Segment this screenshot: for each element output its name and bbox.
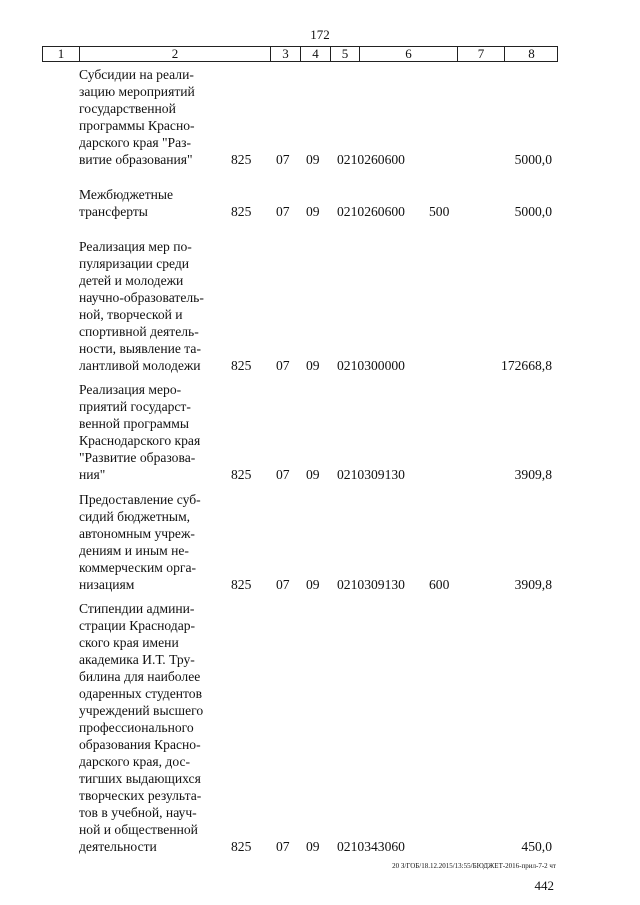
cell-csr: 0210309130 (337, 577, 405, 592)
header-col-3: 3 (271, 47, 301, 61)
cell-csr: 0210260600 (337, 204, 405, 219)
cell-rz: 07 (276, 577, 290, 592)
cell-csr: 0210309130 (337, 467, 405, 482)
cell-sum: 5000,0 (514, 152, 552, 167)
header-col-4: 4 (301, 47, 331, 61)
cell-pr: 09 (306, 577, 320, 592)
row-description: Субсидии на реали- зацию мероприятий государственной программы Красно- дарского края "Раз- витие образования" (79, 67, 195, 167)
header-col-8: 8 (528, 46, 535, 61)
cell-rz: 07 (276, 358, 290, 373)
header-col-2: 2 (80, 47, 271, 61)
cell-sum: 5000,0 (514, 204, 552, 219)
cell-pr: 09 (306, 152, 320, 167)
header-col-6: 6 (360, 47, 458, 61)
table-row (0, 600, 640, 855)
cell-ved: 825 (231, 358, 252, 373)
page-number: 172 (310, 27, 330, 42)
table-row (0, 238, 640, 374)
cell-sum: 450,0 (521, 839, 552, 854)
cell-sum: 3909,8 (514, 577, 552, 592)
row-description: Реализация меро- приятий государст- венной программы Краснодарского края "Развитие образова- ния" (79, 382, 201, 482)
cell-csr: 0210260600 (337, 152, 405, 167)
cell-pr: 09 (306, 204, 320, 219)
cell-csr: 0210300000 (337, 358, 405, 373)
cell-ved: 825 (231, 152, 252, 167)
cell-sum: 3909,8 (514, 467, 552, 482)
table-row (0, 381, 640, 483)
cell-sum: 172668,8 (501, 358, 552, 373)
cell-rz: 07 (276, 839, 290, 854)
cell-csr: 0210343060 (337, 839, 405, 854)
cell-ved: 825 (231, 839, 252, 854)
row-description: Стипендии админи- страции Краснодар- ского края имени академика И.Т. Тру- билина для наиболее одаренных студентов учреждений высшего профессионального образования Красно- дарского края, дос- тигших выдающихся творческих результа- тов в учебной, науч- ной и общественной деятельности (79, 601, 204, 854)
row-description: Предоставление суб- сидий бюджетным, автономным учреж- дениям и иным не- коммерческим орга- низациям (79, 492, 201, 592)
table-header (42, 46, 558, 62)
cell-ved: 825 (231, 467, 252, 482)
table-row (0, 66, 640, 168)
sheet-number: 442 (534, 878, 554, 893)
cell-rz: 07 (276, 204, 290, 219)
cell-ved: 825 (231, 577, 252, 592)
table-row (0, 491, 640, 593)
header-col-1: 1 (43, 47, 80, 61)
cell-vr: 500 (429, 204, 450, 219)
row-description: Межбюджетные трансферты (79, 187, 174, 219)
cell-vr: 600 (429, 577, 450, 592)
cell-pr: 09 (306, 467, 320, 482)
table-row (0, 186, 640, 220)
cell-ved: 825 (231, 204, 252, 219)
header-col-5: 5 (331, 47, 360, 61)
cell-pr: 09 (306, 358, 320, 373)
cell-rz: 07 (276, 467, 290, 482)
cell-rz: 07 (276, 152, 290, 167)
cell-pr: 09 (306, 839, 320, 854)
document-footer: 20 З/ГОБ/18.12.2015/13:55/БЮДЖЕТ-2016-прил-7-2 чт (392, 862, 556, 870)
header-col-7: 7 (458, 47, 505, 61)
row-description: Реализация мер по- пуляризации среди детей и молодежи научно-образователь- ной, творческой и спортивной деятель- ности, выявление та- лантливой молодежи (79, 239, 204, 373)
